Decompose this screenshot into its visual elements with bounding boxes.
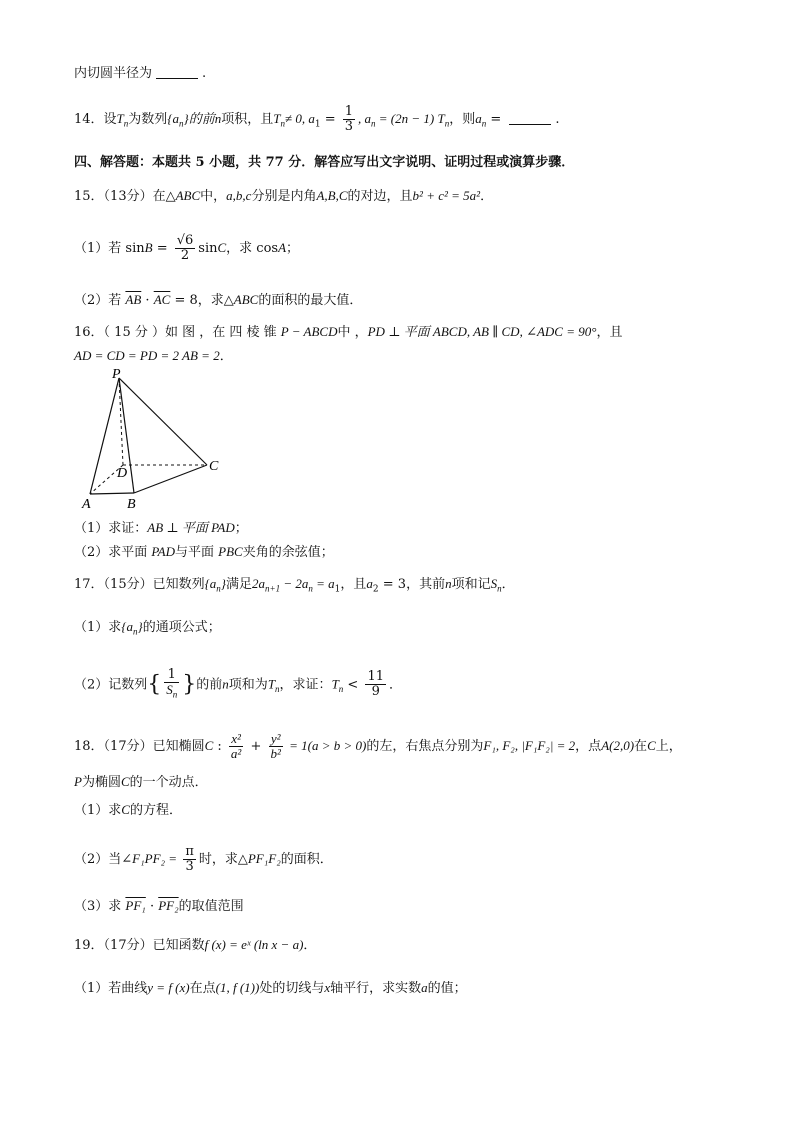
text: 15．（13分）在△ [74, 189, 176, 204]
math: P [74, 774, 82, 789]
denominator: $S_n$ [166, 682, 178, 700]
denominator: 2 [180, 248, 190, 263]
fraction [164, 668, 179, 702]
math: A [278, 240, 287, 255]
text: （3）求 [74, 899, 126, 914]
text: 处的切线与 [259, 981, 325, 996]
text: （1）若 sin [74, 241, 145, 256]
math: b² + c² = 5a² [412, 188, 481, 203]
text: ，点 [575, 739, 602, 754]
text: ． [389, 677, 403, 693]
edge-PA [90, 378, 119, 494]
section-header: 四、解答题：本题共 5 小题，共 77 分．解答应写出文字说明、证明过程或演算步骤． [74, 155, 575, 170]
text: 的一个动点． [129, 775, 208, 790]
math: f (x) = eˣ (ln x − a) [204, 937, 304, 952]
fraction [183, 845, 196, 874]
math: = 3 [378, 577, 407, 592]
question-17-part-2: （2）记数列{ $\frac{1}{S_n}$ }的前n项和为$T_n$，求证：$T_n$ < $\frac{11}{9}$ ． [74, 667, 403, 700]
math: A(2,0) [601, 738, 635, 753]
text: 满足 [226, 577, 253, 592]
math: } [137, 619, 143, 634]
text: 内切圆半径为 [74, 66, 153, 81]
math: a [366, 576, 373, 591]
text: 为数列 [128, 112, 168, 127]
math: = a [312, 576, 335, 591]
text: （2）若 [74, 293, 126, 308]
text: 在点 [189, 981, 216, 996]
math: ≠ 0, a [284, 111, 315, 126]
denominator: 3 [344, 119, 354, 134]
text: ． [303, 938, 317, 953]
math: F₁, F₂, |F₁F₂| = 2 [483, 738, 576, 753]
question-19 [74, 935, 754, 956]
text: 与平面 [175, 545, 219, 560]
text: . [202, 66, 207, 81]
math: a [475, 111, 482, 126]
question-16-part-2 [74, 542, 754, 563]
math: n [214, 111, 222, 126]
math: n [445, 576, 452, 591]
math: a [421, 980, 428, 995]
math: B [144, 240, 153, 255]
numerator: 11 [367, 669, 385, 685]
numerator: x² [229, 732, 243, 747]
edge-BC [134, 465, 207, 493]
question-17: 17．（15分）已知数列$\{a_n\}$满足$2a_{n+1} - 2a_n = a_1$，且$a_2 = 3$，其前n项和记$S_n$． [74, 576, 515, 595]
text: 17．（15分）已知数列 [74, 577, 205, 592]
denominator: 3 [185, 859, 194, 874]
fraction [343, 105, 355, 134]
fraction [175, 234, 196, 263]
denominator: a² [230, 746, 242, 761]
text: ，且 [596, 325, 623, 340]
brace-open: { [147, 671, 162, 697]
text: 的通项公式； [142, 620, 221, 635]
question-19-part-1 [74, 978, 754, 999]
text: 的方程． [129, 803, 182, 818]
text: ，其前 [406, 577, 446, 592]
question-18-cont [74, 772, 754, 793]
vector: $\overline{AB}$ [125, 292, 142, 307]
text: 的面积． [280, 852, 333, 867]
math: T [116, 111, 124, 126]
math: A,B,C [316, 188, 348, 203]
answer-blank [509, 110, 551, 125]
math: a,b,c [226, 188, 252, 203]
vector: PF₁ [125, 898, 146, 913]
text: 上， [655, 739, 682, 754]
denominator-text: S [166, 682, 173, 697]
math: {a [204, 576, 217, 591]
q13-tail-line [74, 64, 754, 84]
answer-blank [156, 64, 198, 79]
math: = [152, 241, 172, 256]
text: （2）记数列 [74, 677, 148, 693]
question-15-part-1 [74, 234, 754, 263]
math: }的前 [183, 111, 215, 126]
math: n [222, 676, 229, 692]
text: 项和为 [228, 677, 268, 693]
math: AD = CD = PD = 2 AB = 2 [74, 348, 220, 363]
math: T [331, 676, 339, 692]
text: 时，求△ [198, 852, 248, 867]
text: 16．（ 15 分 ）如 图 ，在 四 棱 锥 [74, 325, 281, 340]
math: C [647, 738, 656, 753]
math: P − ABCD [280, 324, 338, 339]
text: 的前 [196, 677, 223, 693]
text: （2）当 [74, 852, 122, 867]
question-18-part-2 [74, 845, 754, 874]
text: ，求△ [197, 293, 234, 308]
question-16 [74, 322, 754, 343]
numerator: 1 [344, 104, 354, 119]
denominator: b² [270, 746, 281, 761]
math: : [213, 739, 226, 754]
edge-PC [119, 378, 207, 465]
math: ABC [233, 292, 259, 307]
question-14: 14．设$T_n$为数列$\{a_n\}$的前n项积，且$T_n\ne 0$, $a_1$ = $\frac{1}{3}$ , $a_n = (2n - 1)$ $T_n$，则$a_n$ = . [74, 104, 560, 134]
math: AB ⊥ 平面 PAD [147, 520, 235, 535]
fraction [269, 732, 283, 761]
label-C: C [209, 459, 219, 474]
math: PF₁F₂ [247, 851, 281, 866]
text: 的面积的最大值． [258, 293, 363, 308]
question-18-part-1 [74, 800, 754, 821]
math: {a [121, 619, 133, 634]
text: ． [480, 189, 494, 204]
text: 轴平行，求实数 [330, 981, 422, 996]
text: ； [234, 521, 248, 536]
text: （1）若曲线 [74, 981, 148, 996]
label-D: D [117, 466, 128, 481]
text: 19．（17分）已知函数 [74, 938, 205, 953]
math: , a [358, 111, 372, 126]
math: ABC [175, 188, 201, 203]
math: = [486, 112, 506, 127]
math: y = f (x) [147, 980, 190, 995]
text: 中 ， [337, 325, 368, 340]
math: C [121, 802, 130, 817]
question-18 [74, 732, 754, 761]
vector: PF₂ [158, 898, 179, 913]
math: x [324, 980, 331, 995]
math: PBC [218, 544, 243, 559]
math: T [273, 111, 281, 126]
text: ，则 [449, 112, 476, 127]
text: 18．（17分）已知椭圆 [74, 739, 205, 754]
text: ，求 cos [226, 241, 279, 256]
math: S [490, 576, 498, 591]
text: 中， [200, 189, 227, 204]
denominator: 9 [371, 684, 380, 700]
numerator: π [185, 844, 194, 859]
math: + [246, 739, 266, 754]
text: 项和记 [451, 577, 491, 592]
question-15 [74, 186, 754, 207]
math: ∠F₁PF₂ = [121, 851, 181, 866]
numerator: y² [269, 732, 283, 747]
math: = 1(a > b > 0) [285, 738, 367, 753]
text: . [555, 112, 560, 127]
math: PD ⊥ 平面 ABCD, AB ∥ CD, ∠ADC = 90° [367, 324, 597, 339]
vector: $\overline{AC}$ [153, 292, 171, 307]
text: （1）求 [74, 620, 122, 635]
math: = [320, 112, 340, 127]
text: ； [286, 241, 300, 256]
math: PAD [151, 544, 176, 559]
numerator: 1 [164, 668, 179, 683]
text: ，求证： [279, 677, 332, 693]
math: = (2n − 1) T [375, 111, 445, 126]
text: 的左，右焦点分别为 [366, 739, 484, 754]
text: 项积，且 [221, 112, 274, 127]
math: {a [167, 111, 179, 126]
math: · [141, 293, 154, 308]
text: 的值； [427, 981, 467, 996]
math: } [220, 576, 226, 591]
label-B: B [127, 497, 136, 512]
brace-close: } [182, 671, 197, 697]
label-P: P [112, 367, 121, 382]
question-15-part-2 [74, 290, 754, 311]
math: C [204, 738, 214, 753]
text: ． [219, 349, 233, 364]
fraction [229, 732, 243, 761]
question-16-part-1 [74, 518, 754, 539]
text: 夹角的余弦值； [242, 545, 334, 560]
text: （1）求 [74, 803, 122, 818]
text: sin [198, 241, 218, 256]
pyramid-figure [74, 364, 234, 512]
math: − 2a [280, 576, 309, 591]
question-17-part-1: （1）求$\{a_n\}$的通项公式； [74, 619, 221, 637]
text: ，且 [340, 577, 367, 592]
text: 在 [634, 739, 648, 754]
text: （1）求证： [74, 521, 148, 536]
text: 14．设 [74, 112, 117, 127]
math: (1, f (1)) [215, 980, 260, 995]
math: 2a [252, 576, 266, 591]
math: < [343, 677, 363, 693]
text: 的对边，且 [347, 189, 413, 204]
math: = 8 [170, 293, 198, 308]
math: T [267, 676, 276, 692]
text: （2）求平面 [74, 545, 152, 560]
edge-AB [90, 493, 134, 494]
numerator: √6 [176, 233, 194, 248]
text: ． [501, 577, 515, 592]
text: 分别是内角 [251, 189, 317, 204]
text: 的取值范围 [178, 899, 244, 914]
math: · [145, 899, 159, 914]
text: 为椭圆 [81, 775, 121, 790]
question-18-part-3 [74, 896, 754, 917]
fraction [365, 670, 386, 699]
math: C [120, 774, 130, 789]
label-A: A [82, 497, 91, 512]
math: C [217, 240, 227, 255]
